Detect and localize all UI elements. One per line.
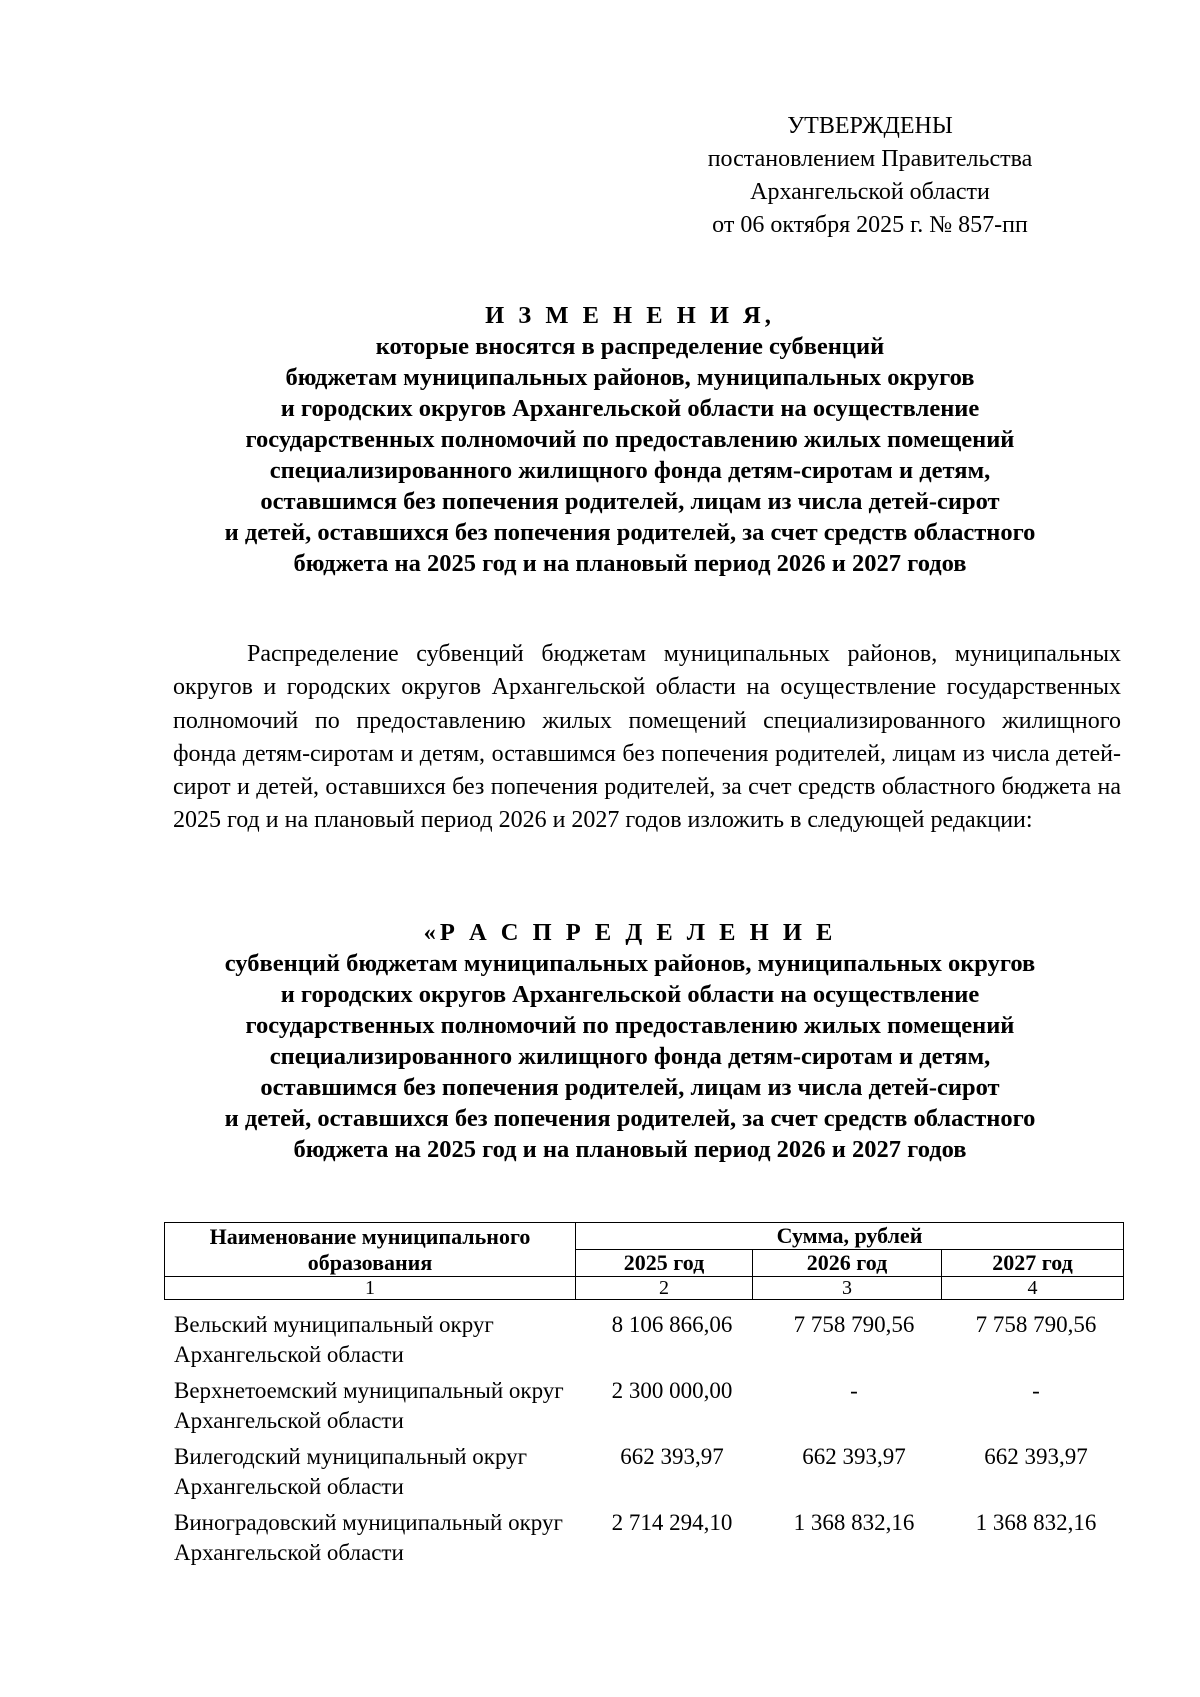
column-number: 3	[753, 1277, 942, 1300]
approval-block	[660, 110, 1080, 242]
row-value-2027: -	[1032, 1378, 1040, 1403]
changes-heading-line: оставшимся без попечения родителей, лицам из числа детей-сирот	[260, 488, 1000, 515]
body-paragraph: Распределение субвенций бюджетам муниципальных районов, муниципальных округов и городских округов Архангельской области на осуществление государственных полномочий по предоставлению жилых помещений специализированного жилищного фонда детям-сиротам и детям, оставшимся без попечения родителей, лицам из числа детей-сирот и детей, оставшихся без попечения родителей, за счет средств областного бюджета на 2025 год и на плановый период 2026 и 2027 годов изложить в следующей редакции:	[173, 641, 1121, 834]
header-name-column: Наименование муниципального образования	[165, 1223, 576, 1277]
row-name: Верхнетоемский муниципальный округ Архангельской области	[174, 1378, 564, 1433]
row-name: Вилегодский муниципальный округ Архангельской области	[174, 1444, 528, 1499]
changes-heading-line: которые вносятся в распределение субвенций	[375, 333, 885, 360]
row-value-2025: 2 714 294,10	[611, 1510, 733, 1535]
distribution-heading-line: и городских округов Архангельской области на осуществление	[280, 981, 980, 1008]
table-row	[164, 1442, 1124, 1508]
distribution-heading-line: оставшимся без попечения родителей, лицам из числа детей-сирот	[260, 1074, 1000, 1101]
distribution-heading-line: специализированного жилищного фонда детям-сиротам и детям,	[269, 1043, 991, 1070]
distribution-heading-line: государственных полномочий по предоставлению жилых помещений	[245, 1012, 1015, 1039]
changes-heading-line: бюджетам муниципальных районов, муниципальных округов	[285, 364, 975, 391]
header-sum-column: Сумма, рублей	[576, 1223, 1124, 1250]
column-number: 2	[576, 1277, 753, 1300]
header-year-2025: 2025 год	[576, 1250, 753, 1277]
changes-heading-line: государственных полномочий по предоставлению жилых помещений	[245, 426, 1015, 453]
changes-heading	[150, 300, 1110, 579]
row-value-2025: 8 106 866,06	[611, 1312, 733, 1337]
row-value-2027: 1 368 832,16	[975, 1510, 1097, 1535]
table-row	[164, 1508, 1124, 1574]
header-year-2026: 2026 год	[753, 1250, 942, 1277]
distribution-heading	[150, 917, 1110, 1165]
row-value-2026: 662 393,97	[802, 1444, 906, 1469]
distribution-title: «Р А С П Р Е Д Е Л Е Н И Е	[423, 919, 837, 946]
row-value-2027: 7 758 790,56	[975, 1312, 1097, 1337]
distribution-heading-line: субвенций бюджетам муниципальных районов, муниципальных округов	[224, 950, 1036, 977]
column-number: 4	[942, 1277, 1124, 1300]
table-row	[164, 1310, 1124, 1376]
row-value-2026: -	[850, 1378, 858, 1403]
row-name: Вельский муниципальный округ Архангельской области	[174, 1312, 494, 1367]
distribution-heading-line: и детей, оставшихся без попечения родителей, за счет средств областного	[224, 1105, 1036, 1132]
approval-line-1: УТВЕРЖДЕНЫ	[787, 113, 953, 139]
changes-heading-line: и городских округов Архангельской области на осуществление	[280, 395, 980, 422]
header-year-2027: 2027 год	[942, 1250, 1124, 1277]
column-number: 1	[165, 1277, 576, 1300]
row-name: Виноградовский муниципальный округ Архангельской области	[174, 1510, 563, 1565]
row-value-2025: 2 300 000,00	[611, 1378, 733, 1403]
approval-line-4: от 06 октября 2025 г. № 857-пп	[712, 212, 1028, 238]
table-header	[164, 1222, 1124, 1300]
row-value-2025: 662 393,97	[620, 1444, 724, 1469]
data-table	[164, 1310, 1124, 1574]
changes-heading-line: бюджета на 2025 год и на плановый период 2026 и 2027 годов	[293, 550, 967, 577]
distribution-heading-line: бюджета на 2025 год и на плановый период 2026 и 2027 годов	[293, 1136, 967, 1163]
changes-heading-line: специализированного жилищного фонда детям-сиротам и детям,	[269, 457, 991, 484]
row-value-2027: 662 393,97	[984, 1444, 1088, 1469]
changes-heading-line: и детей, оставшихся без попечения родителей, за счет средств областного	[224, 519, 1036, 546]
row-value-2026: 7 758 790,56	[793, 1312, 915, 1337]
approval-line-2: постановлением Правительства	[707, 146, 1033, 172]
table-row	[164, 1376, 1124, 1442]
approval-line-3: Архангельской области	[750, 179, 990, 205]
changes-title: И З М Е Н Е Н И Я,	[485, 302, 775, 329]
row-value-2026: 1 368 832,16	[793, 1510, 915, 1535]
